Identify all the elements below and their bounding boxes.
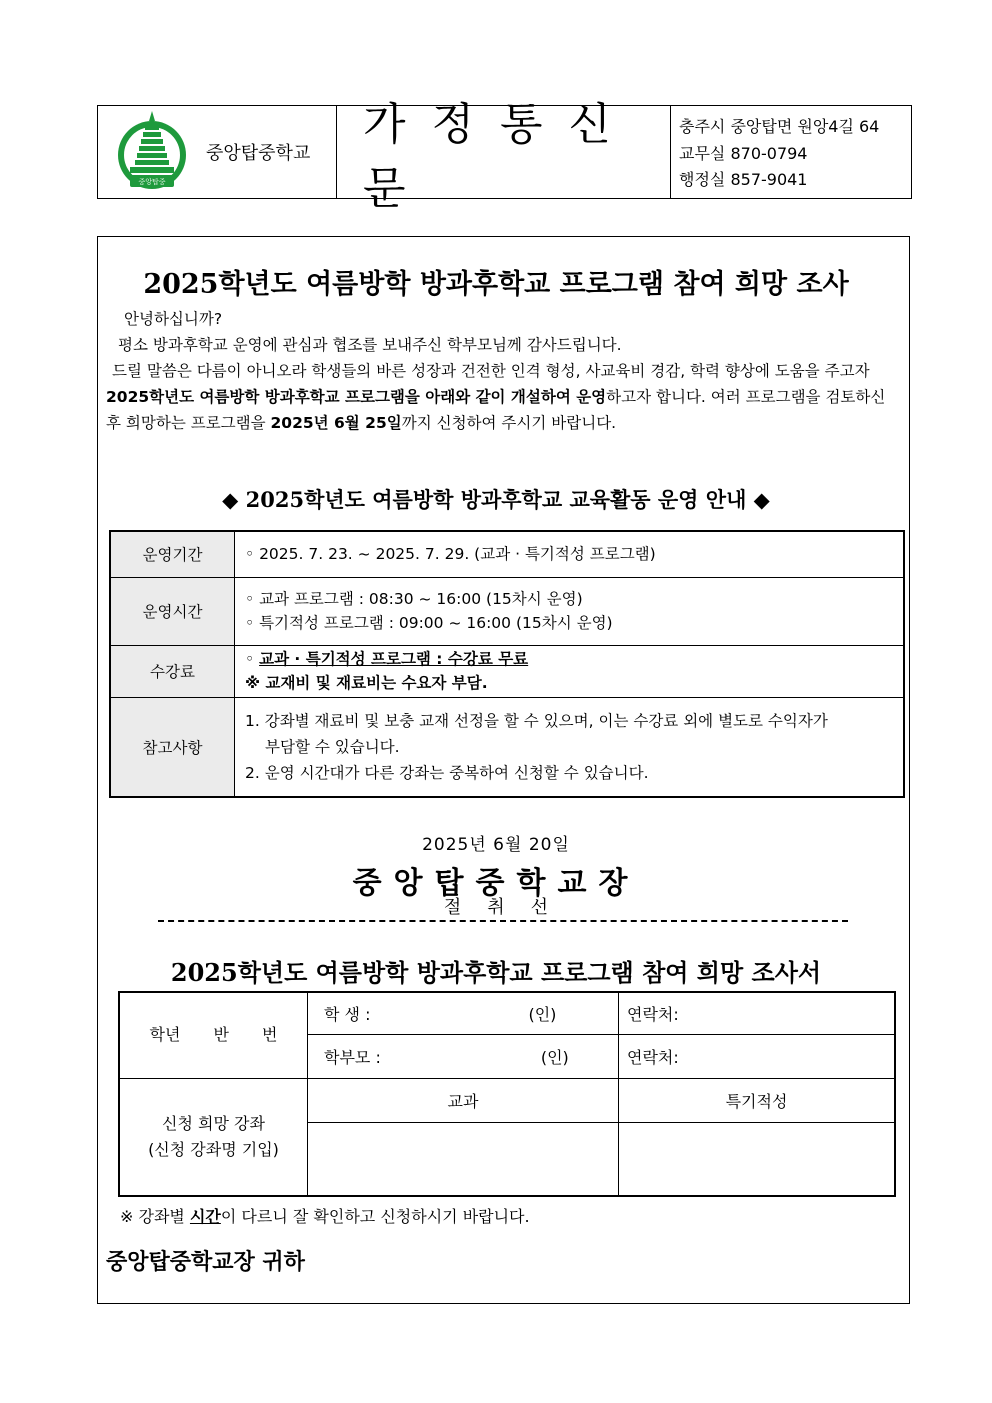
intro-line1: 평소 방과후학교 운영에 관심과 협조를 보내주신 학부모님께 감사드립니다. [118, 336, 622, 354]
section-title: ◆ 2025학년도 여름방학 방과후학교 교육활동 운영 안내 ◆ [222, 487, 770, 512]
student-field[interactable]: 학 생 : (인) [308, 992, 619, 1034]
office-phone: 교무실 870-0794 [679, 143, 808, 163]
issue-date: 2025년 6월 20일 [422, 835, 570, 855]
info-table [109, 530, 905, 798]
letter-header [97, 99, 912, 214]
special-column-header: 특기적성 [619, 1078, 896, 1122]
footnote: ※ 강좌별 시간이 다르니 잘 확인하고 신청하시기 바랍니다. [120, 1207, 530, 1226]
time-label: 운영시간 [110, 577, 235, 645]
intro-body: 드릴 말씀은 다름이 아니오라 학생들의 바른 성장과 건전한 인격 형성, 사교육비 경감, 학력 향상에 도움을 주고자 2025학년도 여름방학 방과후학교 프로그램을 아래와 같이 개설하여 운영하고자 합니다. 여러 프로그램을 검토하신 후 희망하는 프로그램을 2025년 6월 25일까지 신청하여 주시기 바랍니다. [106, 362, 886, 432]
grade-class-label: 학년 반 번 [119, 992, 308, 1078]
contact-info [671, 106, 911, 198]
principal-signature: 중앙탑중학교장 [352, 866, 640, 901]
cut-line-label: 절취선 [443, 897, 575, 918]
school-cell [98, 106, 337, 198]
parent-contact-field[interactable]: 연락처: [619, 1034, 896, 1078]
form-title: 2025학년도 여름방학 방과후학교 프로그램 참여 희망 조사서 [170, 958, 822, 987]
fee-values: ◦ 교과 · 특기적성 프로그램 : 수강료 무료 ※ 교재비 및 재료비는 수요자 부담. [235, 645, 905, 697]
reference-label: 참고사항 [110, 697, 235, 797]
address: 충주시 중앙탑면 원앙4길 64 [679, 117, 880, 136]
course-label: 신청 희망 강좌 (신청 강좌명 기입) [119, 1078, 308, 1196]
period-value: ◦ 2025. 7. 23. ~ 2025. 7. 29. (교과 · 특기적성 프로그램) [235, 531, 905, 577]
logo-text: 중앙탑중 [138, 178, 166, 186]
letter-title: 가정통신문 [337, 106, 671, 198]
school-logo-icon [116, 109, 188, 195]
reference-values: 1. 강좌별 재료비 및 보충 교재 선정을 할 수 있으며, 이는 수강료 외에 별도로 수익자가 부담할 수 있습니다. 2. 운영 시간대가 다른 강좌는 중복하여 신청할 수 있습니다. [235, 697, 905, 797]
fee-label: 수강료 [110, 645, 235, 697]
intro-text [106, 306, 902, 436]
subject-course-input[interactable] [308, 1122, 619, 1196]
page-title: 2025학년도 여름방학 방과후학교 프로그램 참여 희망 조사 [143, 269, 849, 300]
period-label: 운영기간 [110, 531, 235, 577]
time-values: ◦ 교과 프로그램 : 08:30 ~ 16:00 (15차시 운영) ◦ 특기적성 프로그램 : 09:00 ~ 16:00 (15차시 운영) [235, 577, 905, 645]
addressee: 중앙탑중학교장 귀하 [106, 1249, 305, 1275]
cut-line [158, 920, 848, 922]
special-course-input[interactable] [619, 1122, 896, 1196]
student-contact-field[interactable]: 연락처: [619, 992, 896, 1034]
admin-phone: 행정실 857-9041 [679, 170, 808, 189]
subject-column-header: 교과 [308, 1078, 619, 1122]
greeting: 안녕하십니까? [124, 310, 223, 328]
application-form [118, 991, 896, 1197]
school-name: 중앙탑중학교 [206, 143, 311, 164]
parent-field[interactable]: 학부모 : (인) [308, 1034, 619, 1078]
